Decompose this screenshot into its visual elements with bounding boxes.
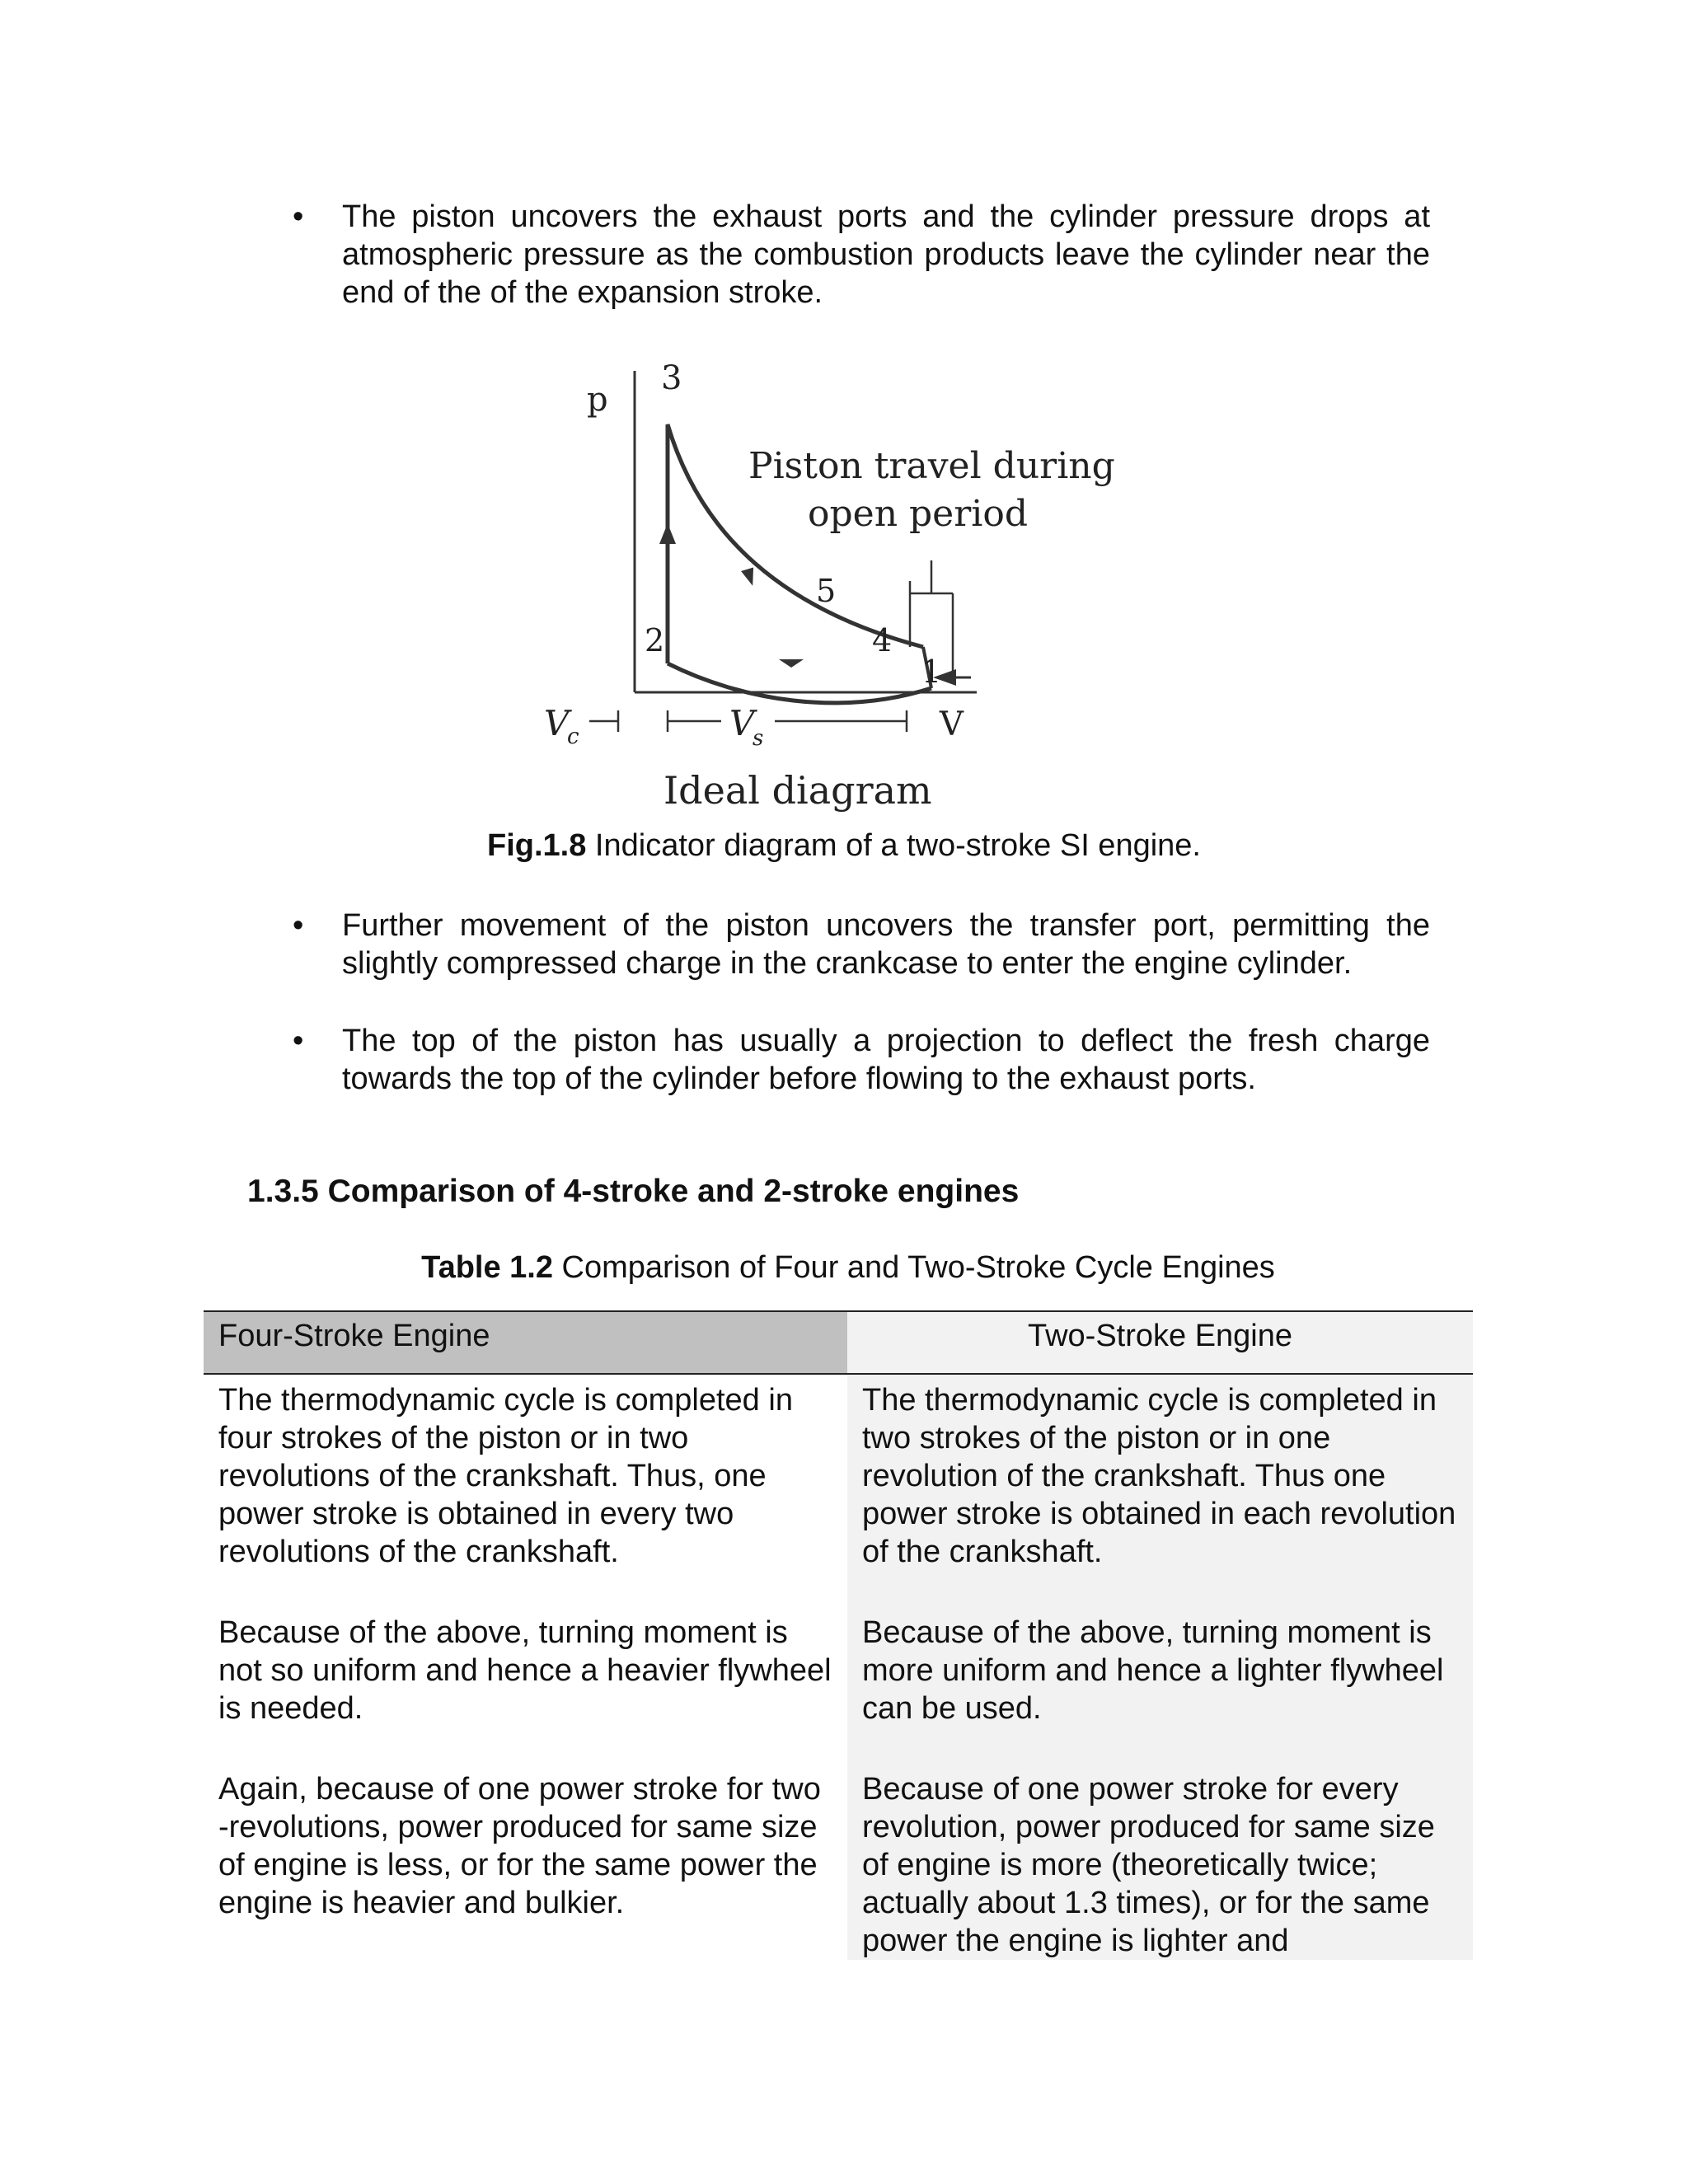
indicator-diagram <box>511 354 1187 832</box>
table-cell: Because of the above, turning moment is more uniform and hence a lighter flywheel can be used. <box>847 1609 1473 1765</box>
table-caption-text: Comparison of Four and Two-Stroke Cycle Engines <box>552 1250 1275 1285</box>
point-3-label: 3 <box>661 359 682 397</box>
bullet-item: • The piston uncovers the exhaust ports and the cylinder pressure drops at atmospheric pressure as the combustion products leave the cylinder near the end of the of the expansion stroke. <box>293 198 1430 312</box>
bullet-item: • Further movement of the piston uncovers the transfer port, permitting the slightly compressed charge in the crankcase to enter the engine cylinder. <box>293 907 1430 982</box>
figure-label: Fig.1.8 <box>487 828 587 863</box>
header-two-stroke: Two-Stroke Engine <box>847 1311 1473 1374</box>
point-2-label: 2 <box>645 622 665 658</box>
bullet-list-top <box>293 198 1430 312</box>
header-four-stroke: Four-Stroke Engine <box>204 1311 847 1374</box>
table-cell: The thermodynamic cycle is completed in four strokes of the piston or in two revolutions of the crankshaft. Thus, one power stroke is obtained in every two revolutions of the crankshaft. <box>218 1383 793 1569</box>
table-label: Table 1.2 <box>421 1250 553 1285</box>
table-cell: Because of the above, turning moment is not so uniform and hence a heavier flywheel is needed. <box>218 1615 832 1726</box>
table-header-row <box>204 1311 1473 1374</box>
bullet-item: • The top of the piston has usually a projection to deflect the fresh charge towards the top of the cylinder before flowing to the exhaust ports. <box>293 1022 1430 1098</box>
arrow-up-icon <box>659 523 676 544</box>
arrow-left-icon <box>779 659 804 668</box>
diagram-title: Ideal diagram <box>663 768 932 813</box>
vc-subscript: c <box>567 724 579 749</box>
point-1-label: 1 <box>921 654 942 690</box>
table-cell: The thermodynamic cycle is completed in two strokes of the piston or in one revolution of the crankshaft. Thus one power stroke is obtained in each revolution of the crankshaft. <box>847 1374 1473 1609</box>
bullet-list-mid <box>293 907 1430 1137</box>
table-row <box>204 1765 1473 1960</box>
table-caption <box>0 1249 1688 1286</box>
table-cell: Because of one power stroke for every revolution, power produced for same size of engine is more (theoretically twice; actually about 1.3 times), or for the same power the engine is lighter and <box>847 1765 1473 1960</box>
vs-label: V <box>729 703 755 743</box>
annotation-line-1: Piston travel during <box>748 445 1115 487</box>
vc-label: V <box>544 703 570 743</box>
arrow-down-icon <box>738 565 756 586</box>
table-cell: Again, because of one power stroke for two -revolutions, power produced for same size of engine is less, or for the same power the engine is heavier and bulkier. <box>218 1772 821 1920</box>
compression-curve <box>668 663 931 703</box>
table-row <box>204 1374 1473 1609</box>
point-4-label: 4 <box>872 622 893 658</box>
figure-caption <box>0 827 1688 865</box>
comparison-table <box>204 1310 1473 1960</box>
vs-subscript: s <box>753 726 764 751</box>
section-heading: 1.3.5 Comparison of 4-stroke and 2-stroke engines <box>247 1174 1020 1209</box>
point-5-label: 5 <box>816 573 837 609</box>
figure-caption-text: Indicator diagram of a two-stroke SI engine. <box>586 828 1201 863</box>
axis-v-label: V <box>940 705 964 743</box>
table-row <box>204 1609 1473 1765</box>
annotation-line-2: open period <box>808 493 1028 535</box>
axis-p-label: p <box>587 381 608 419</box>
